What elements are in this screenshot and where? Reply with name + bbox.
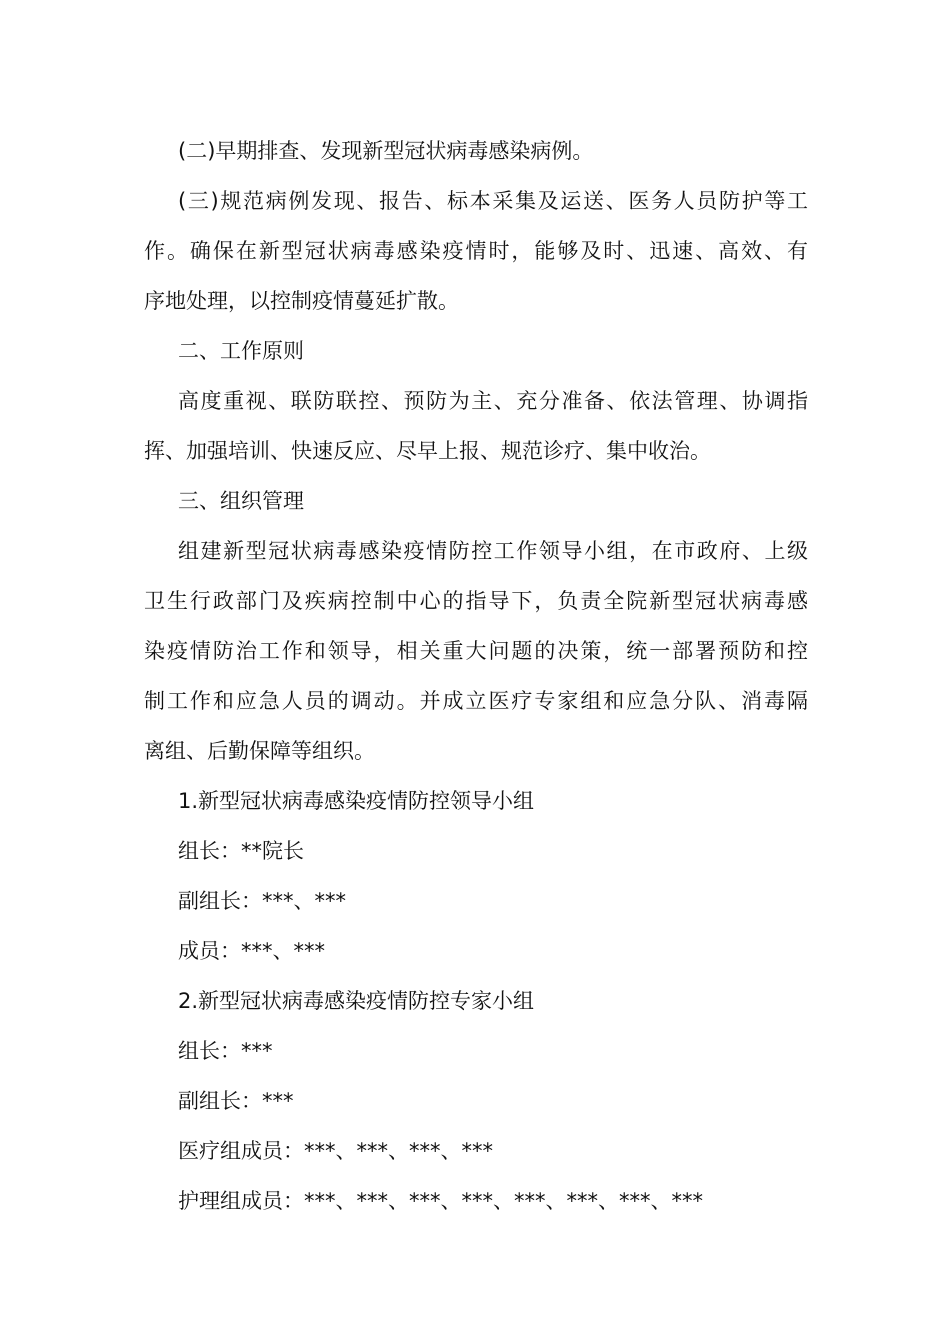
paragraph-organization-line-1: 组建新型冠状病毒感染疫情防控工作领导小组，在市政府、上级 [178, 539, 808, 563]
expert-group-leader: 组长：*** [178, 1039, 273, 1063]
expert-group-nursing-members: 护理组成员：***、***、***、***、***、***、***、*** [178, 1189, 703, 1213]
heading-organization-management: 三、组织管理 [178, 489, 304, 513]
paragraph-standardize-line-3: 序地处理，以控制疫情蔓延扩散。 [144, 289, 459, 313]
expert-group-deputy-leader: 副组长：*** [178, 1089, 294, 1113]
paragraph-organization-line-4: 制工作和应急人员的调动。并成立医疗专家组和应急分队、消毒隔 [144, 689, 808, 713]
paragraph-principles-line-2: 挥、加强培训、快速反应、尽早上报、规范诊疗、集中收治。 [144, 439, 711, 463]
heading-leadership-group: 1.新型冠状病毒感染疫情防控领导小组 [178, 789, 535, 813]
heading-work-principles: 二、工作原则 [178, 339, 304, 363]
leadership-group-deputy-leader: 副组长：***、*** [178, 889, 346, 913]
paragraph-early-screening: (二)早期排查、发现新型冠状病毒感染病例。 [178, 139, 594, 163]
paragraph-organization-line-5: 离组、后勤保障等组织。 [144, 739, 375, 763]
heading-expert-group: 2.新型冠状病毒感染疫情防控专家小组 [178, 989, 535, 1013]
leadership-group-members: 成员：***、*** [178, 939, 325, 963]
paragraph-principles-line-1: 高度重视、联防联控、预防为主、充分准备、依法管理、协调指 [178, 389, 808, 413]
leadership-group-leader: 组长：**院长 [178, 839, 304, 863]
paragraph-standardize-line-1: (三)规范病例发现、报告、标本采集及运送、医务人员防护等工 [178, 189, 808, 213]
paragraph-organization-line-2: 卫生行政部门及疾病控制中心的指导下，负责全院新型冠状病毒感 [144, 589, 808, 613]
expert-group-medical-members: 医疗组成员：***、***、***、*** [178, 1139, 493, 1163]
paragraph-organization-line-3: 染疫情防治工作和领导，相关重大问题的决策，统一部署预防和控 [144, 639, 808, 663]
paragraph-standardize-line-2: 作。确保在新型冠状病毒感染疫情时，能够及时、迅速、高效、有 [144, 239, 808, 263]
